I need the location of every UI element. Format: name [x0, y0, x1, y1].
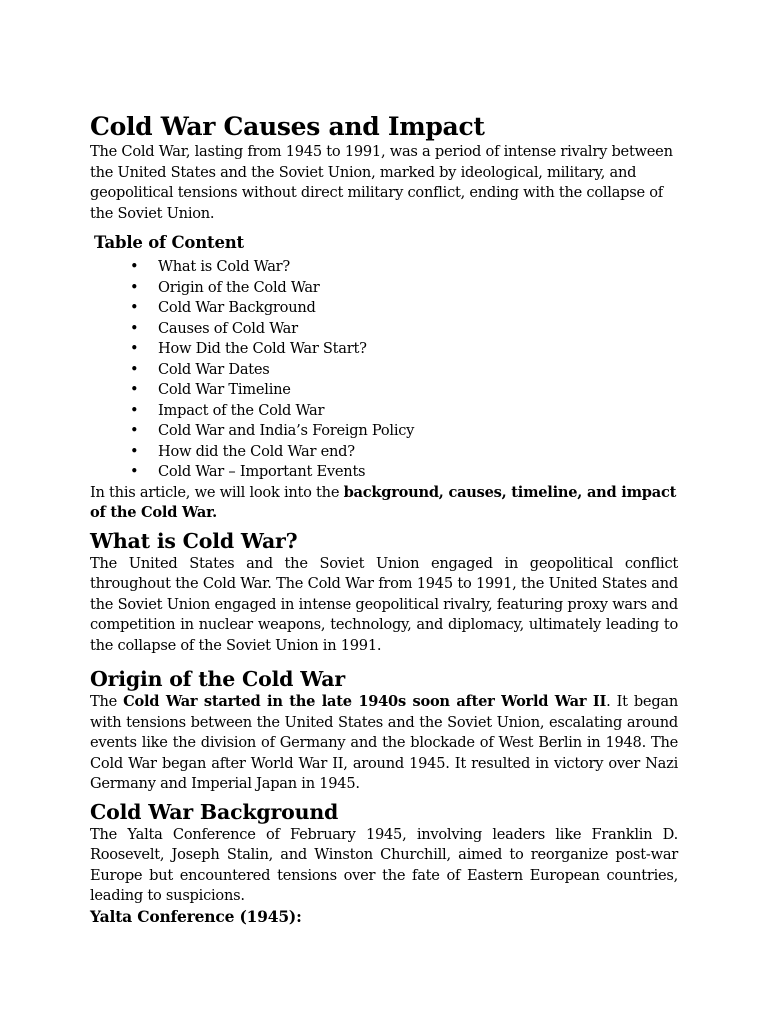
intro-paragraph: The Cold War, lasting from 1945 to 1991, was a period of intense rivalry between the United States and the Soviet Union, marked by ideological, military, and geopolitical tensions without direct military conflict, ending with the collapse of the Soviet Union.	[90, 143, 673, 222]
section-heading-what-is: What is Cold War?	[90, 528, 298, 553]
bullet-icon: •	[130, 258, 139, 275]
bullet-icon: •	[130, 401, 139, 419]
section-body-what-is: The United States and the Soviet Union engaged in geopolitical conflict throughout the Cold War. The Cold War from 1945 to 1991, the United States and the Soviet Union engaged in intense geopolitical rivalry, featuring proxy wars and competition in nuclear weapons, technology, and diplomacy, ultimately leading to the collapse of the Soviet Union in 1991.	[90, 554, 678, 654]
section-heading-origin: Origin of the Cold War	[90, 667, 345, 691]
bullet-icon: •	[130, 299, 139, 316]
toc-item[interactable]: • Causes of Cold War	[130, 319, 678, 340]
bullet-icon: •	[130, 442, 139, 460]
toc-item[interactable]: • How did the Cold War end?	[130, 442, 678, 463]
toc-item[interactable]: • Impact of the Cold War	[130, 401, 678, 422]
toc-item[interactable]: • Cold War Dates	[130, 360, 678, 381]
toc-item[interactable]: • Cold War – Important Events	[130, 462, 678, 483]
toc-item[interactable]: • What is Cold War?	[130, 257, 678, 278]
toc-item[interactable]: • Cold War Timeline	[130, 380, 678, 401]
bullet-icon: •	[130, 360, 139, 378]
toc-item[interactable]: • Origin of the Cold War	[130, 278, 678, 299]
bullet-icon: •	[130, 319, 139, 337]
section-heading-background: Cold War Background	[90, 799, 339, 824]
subheading-yalta: Yalta Conference (1945):	[90, 906, 302, 926]
section-body-background: The Yalta Conference of February 1945, involving leaders like Franklin D. Roosevelt, Joseph Stalin, and Winston Churchill, aimed to reorganize post-war Europe but encountered tensions over the fate of Eastern European countries, leading to suspicions.	[90, 825, 678, 904]
toc-heading: Table of Content	[94, 233, 244, 252]
document-content	[90, 112, 678, 927]
toc-item[interactable]: • How Did the Cold War Start?	[130, 339, 678, 360]
bullet-icon: •	[130, 422, 139, 439]
page-title: Cold War Causes and Impact	[90, 112, 485, 141]
section-body-origin: The Cold War started in the late 1940s soon after World War II. It began with tensions between the United States and the Soviet Union, escalating around events like the division of Germany and the blockade of West Berlin in 1948. The Cold War began after World War II, around 1945. It resulted in victory over Nazi Germany and Imperial Japan in 1945.	[90, 693, 679, 792]
bullet-icon: •	[130, 463, 139, 480]
bullet-icon: •	[130, 340, 139, 357]
article-note: In this article, we will look into the background, causes, timeline, and impact of the Cold War.	[90, 483, 677, 521]
bullet-icon: •	[130, 278, 139, 296]
table-of-contents	[90, 257, 678, 483]
toc-item[interactable]: • Cold War Background	[130, 298, 678, 319]
toc-item[interactable]: • Cold War and India’s Foreign Policy	[130, 421, 678, 442]
bullet-icon: •	[130, 381, 139, 398]
